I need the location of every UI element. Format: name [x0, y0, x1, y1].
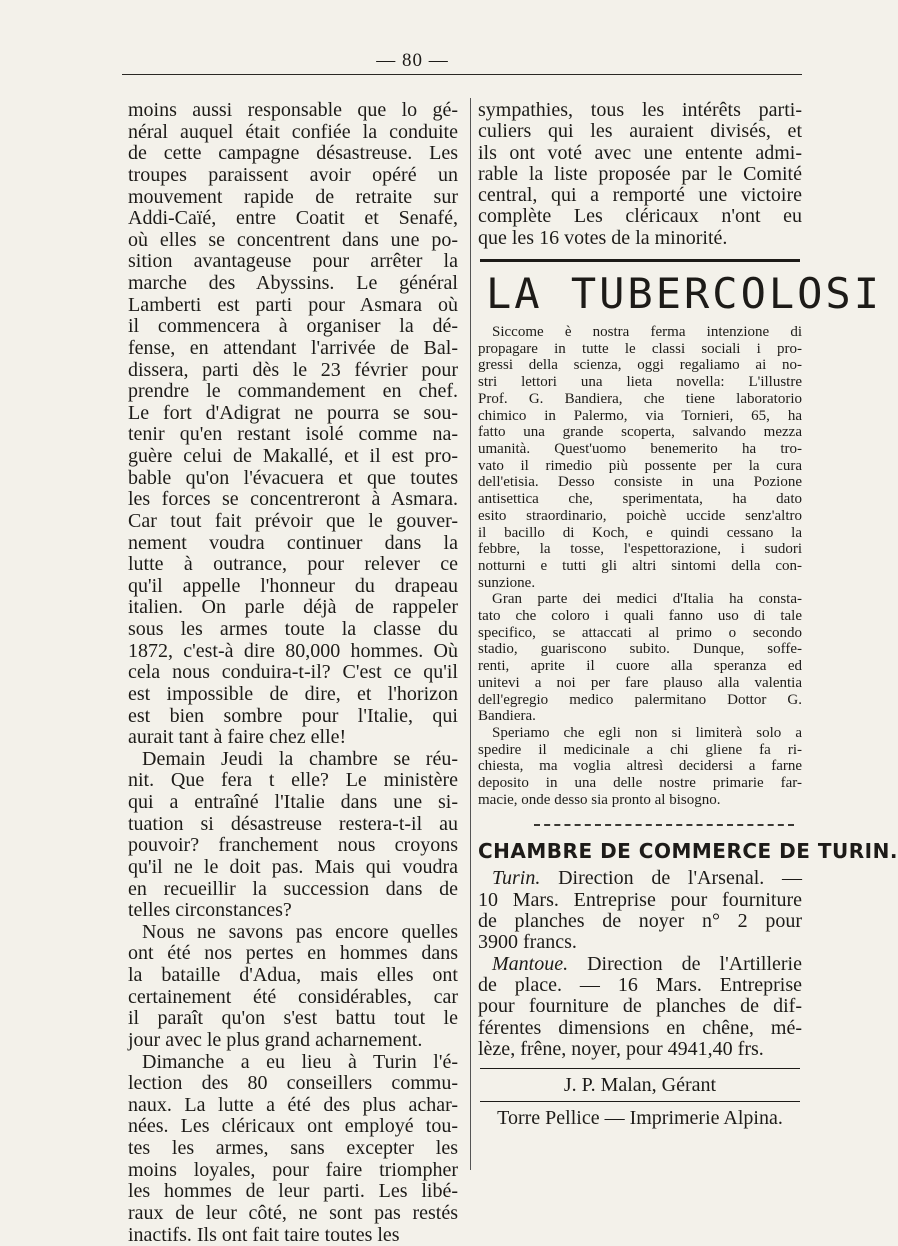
text-line: Turin. Direction de l'Arsenal. — — [478, 868, 802, 889]
text-line: où elles se concentrent dans une po- — [128, 230, 458, 252]
text-line: jour avec le plus grand acharnement. — [128, 1030, 458, 1052]
text-line: febbre, la tosse, l'espettorazione, i sudori — [478, 541, 802, 558]
text-line: les hommes de leur parti. Les libé- — [128, 1181, 458, 1203]
text-line: sunzione. — [478, 575, 802, 592]
text-line: deposito in una delle nostre primarie far- — [478, 775, 802, 792]
text-line: ils ont voté avec une entente admi- — [478, 143, 802, 164]
article-paragraph — [128, 1052, 458, 1246]
text-line: unitevi a noi per fare plauso alla valentia — [478, 675, 802, 692]
text-line: néral auquel était confiée la conduite — [128, 122, 458, 144]
article-paragraph — [128, 749, 458, 922]
text-line: vato il rimedio più possente per la cura — [478, 458, 802, 475]
section-rule — [480, 259, 800, 262]
text-line: naux. La lutte a été des plus achar- — [128, 1095, 458, 1117]
text-line: que les 16 votes de la minorité. — [478, 228, 802, 249]
text-line: mouvement rapide de retraite sur — [128, 187, 458, 209]
text-line: dell'etisia. Desso consiste in una Pozione — [478, 474, 802, 491]
text-line: gressi della scienza, oggi regaliamo ai no- — [478, 357, 802, 374]
text-line: chiesta, ma voglia altresì decidersi a farne — [478, 758, 802, 775]
text-line: stadio, guariscono subito. Dunque, soffe- — [478, 641, 802, 658]
text-line: inactifs. Ils ont fait taire toutes les — [128, 1225, 458, 1246]
header-rule — [122, 74, 802, 75]
footer-rule — [480, 1068, 800, 1069]
text-line: culiers qui les auraient divisés, et — [478, 121, 802, 142]
text-line: la bataille d'Adua, mais elles ont — [128, 965, 458, 987]
text-line: lèze, frêne, noyer, pour 4941,40 frs. — [478, 1039, 802, 1060]
tubercolosi-title: LA TUBERCOLOSI — [486, 270, 802, 318]
text-line: Demain Jeudi la chambre se réu- — [128, 749, 458, 771]
left-column — [128, 100, 458, 1246]
article-paragraph — [128, 922, 458, 1052]
text-line: férentes dimensions en chêne, mé- — [478, 1018, 802, 1039]
text-line: est impossible de dire, et l'horizon — [128, 684, 458, 706]
text-line: bable qu'on l'évacuera et que toutes — [128, 468, 458, 490]
text-line: moins aussi responsable que lo gé- — [128, 100, 458, 122]
text-line: Prof. G. Bandiera, che tiene laboratorio — [478, 391, 802, 408]
chambre-title: CHAMBRE DE COMMERCE DE TURIN. — [478, 838, 802, 864]
text-line: complète Les cléricaux n'ont eu — [478, 206, 802, 227]
text-line: nées. Les cléricaux ont employé tou- — [128, 1116, 458, 1138]
text-line: Dimanche a eu lieu à Turin l'é- — [128, 1052, 458, 1074]
article-paragraph — [128, 100, 458, 749]
text-line: nit. Que fera t elle? Le ministère — [128, 770, 458, 792]
text-line: sition avantageuse pour arrêter la — [128, 251, 458, 273]
text-line: tes les armes, sans excepter les — [128, 1138, 458, 1160]
text-line: Lamberti est parti pour Asmara où — [128, 295, 458, 317]
text-line: raux de leur côté, ne sont pas restés — [128, 1203, 458, 1225]
column-divider — [470, 98, 471, 1170]
text-line: marche des Abyssins. Le général — [128, 273, 458, 295]
text-line: esito straordinario, poichè uccide senz'altro — [478, 508, 802, 525]
text-line: de place. — 16 Mars. Entreprise — [478, 975, 802, 996]
text-line: telles circonstances? — [128, 900, 458, 922]
text-line: guère celui de Makallé, et il est pro- — [128, 446, 458, 468]
text-line: les forces se concentreront à Asmara. — [128, 489, 458, 511]
text-line: rable la liste proposée par le Comité — [478, 164, 802, 185]
text-line: aurait tant à faire chez elle! — [128, 727, 458, 749]
advert-paragraph — [478, 324, 802, 591]
text-line: pouvoir? franchement nous croyons — [128, 835, 458, 857]
text-line: tenir qu'en restant isolé comme na- — [128, 424, 458, 446]
text-line: propagare in tutte le classi sociali i pro- — [478, 341, 802, 358]
text-line: chimico in Palermo, via Tornieri, 65, ha — [478, 408, 802, 425]
text-line: nement voudra continuer dans la — [128, 533, 458, 555]
text-line: tuation si désastreuse restera-t-il au — [128, 814, 458, 836]
text-line: Addi-Caïé, entre Coatit et Senafé, — [128, 208, 458, 230]
text-line: italien. On parle déjà de rappeler — [128, 597, 458, 619]
text-line: Siccome è nostra ferma intenzione di — [478, 324, 802, 341]
text-line: ont été nos pertes en hommes dans — [128, 943, 458, 965]
text-line: il commencera à organiser la dé- — [128, 316, 458, 338]
footer-rule — [480, 1101, 800, 1102]
text-line: notturni e tutti gli altri sintomi della con- — [478, 558, 802, 575]
text-line: cela nous conduira-t-il? C'est ce qu'il — [128, 662, 458, 684]
text-line: lutte à outrance, pour relever ce — [128, 554, 458, 576]
text-line: Mantoue. Direction de l'Artillerie — [478, 954, 802, 975]
text-line: 3900 francs. — [478, 932, 802, 953]
text-line: fense, en attendant l'arrivée de Bal- — [128, 338, 458, 360]
text-line: Car tout fait prévoir que le gouver- — [128, 511, 458, 533]
text-line: central, qui a remporté une victoire — [478, 185, 802, 206]
text-line: spedire il medicinale a chi gliene fa ri- — [478, 742, 802, 759]
dashed-divider — [534, 824, 794, 826]
article-continuation — [478, 100, 802, 249]
text-line: dell'egregio medico palermitano Dottor G. — [478, 692, 802, 709]
text-line: en recueillir la succession dans de — [128, 879, 458, 901]
right-column — [478, 100, 802, 1130]
text-line: 1872, c'est-à dire 80,000 hommes. Où — [128, 641, 458, 663]
imprimerie-line: Torre Pellice — Imprimerie Alpina. — [478, 1106, 802, 1130]
text-line: sympathies, tous les intérêts parti- — [478, 100, 802, 121]
text-line: Nous ne savons pas encore quelles — [128, 922, 458, 944]
text-line: qu'il appelle l'honneur du drapeau — [128, 576, 458, 598]
text-line: umanità. Quest'uomo benemerito ha tro- — [478, 441, 802, 458]
text-line: de planches de noyer n° 2 pour — [478, 911, 802, 932]
text-line: renti, aprite il cuore alla speranza ed — [478, 658, 802, 675]
text-line: dissera, parti dès le 23 février pour — [128, 360, 458, 382]
text-line: sous les armes toute la classe du — [128, 619, 458, 641]
text-line: tato che coloro i quali fanno uso di tale — [478, 608, 802, 625]
text-line: Le fort d'Adigrat ne pourra se sou- — [128, 403, 458, 425]
text-line: antisettica che, sperimentata, ha dato — [478, 491, 802, 508]
text-line: de cette campagne désastreuse. Les — [128, 143, 458, 165]
text-line: certainement été considérables, car — [128, 987, 458, 1009]
text-line: specifico, se attaccati al primo o secondo — [478, 625, 802, 642]
text-line: il bacillo di Koch, e quindi cessano la — [478, 525, 802, 542]
text-line: 10 Mars. Entreprise pour fourniture — [478, 890, 802, 911]
text-line: stri lettori una lieta novella: L'illustre — [478, 374, 802, 391]
advert-paragraph — [478, 725, 802, 809]
text-line: moins loyales, pour faire triompher — [128, 1160, 458, 1182]
text-line: macie, onde desso sia pronto al bisogno. — [478, 792, 802, 809]
text-line: il paraît qu'on s'est battu tout le — [128, 1008, 458, 1030]
page-number: — 80 — — [0, 50, 825, 72]
text-line: qu'il ne le doit pas. Mais qui voudra — [128, 857, 458, 879]
text-line: Speriamo che egli non si limiterà solo a — [478, 725, 802, 742]
text-line: troupes paraissent avoir opéré un — [128, 165, 458, 187]
text-line: pour fourniture de planches de dif- — [478, 996, 802, 1017]
text-line: prendre le commandement en chef. — [128, 381, 458, 403]
text-line: Bandiera. — [478, 708, 802, 725]
text-line: lection des 80 conseillers commu- — [128, 1073, 458, 1095]
gerant-line: J. P. Malan, Gérant — [478, 1073, 802, 1097]
text-line: est bien sombre pour l'Italie, qui — [128, 706, 458, 728]
text-line: qui a entraîné l'Italie dans une si- — [128, 792, 458, 814]
commerce-entry — [478, 868, 802, 953]
advert-paragraph — [478, 591, 802, 725]
text-line: fatto una grande scoperta, salvando mezza — [478, 424, 802, 441]
commerce-entry — [478, 954, 802, 1060]
text-line: Gran parte dei medici d'Italia ha consta- — [478, 591, 802, 608]
